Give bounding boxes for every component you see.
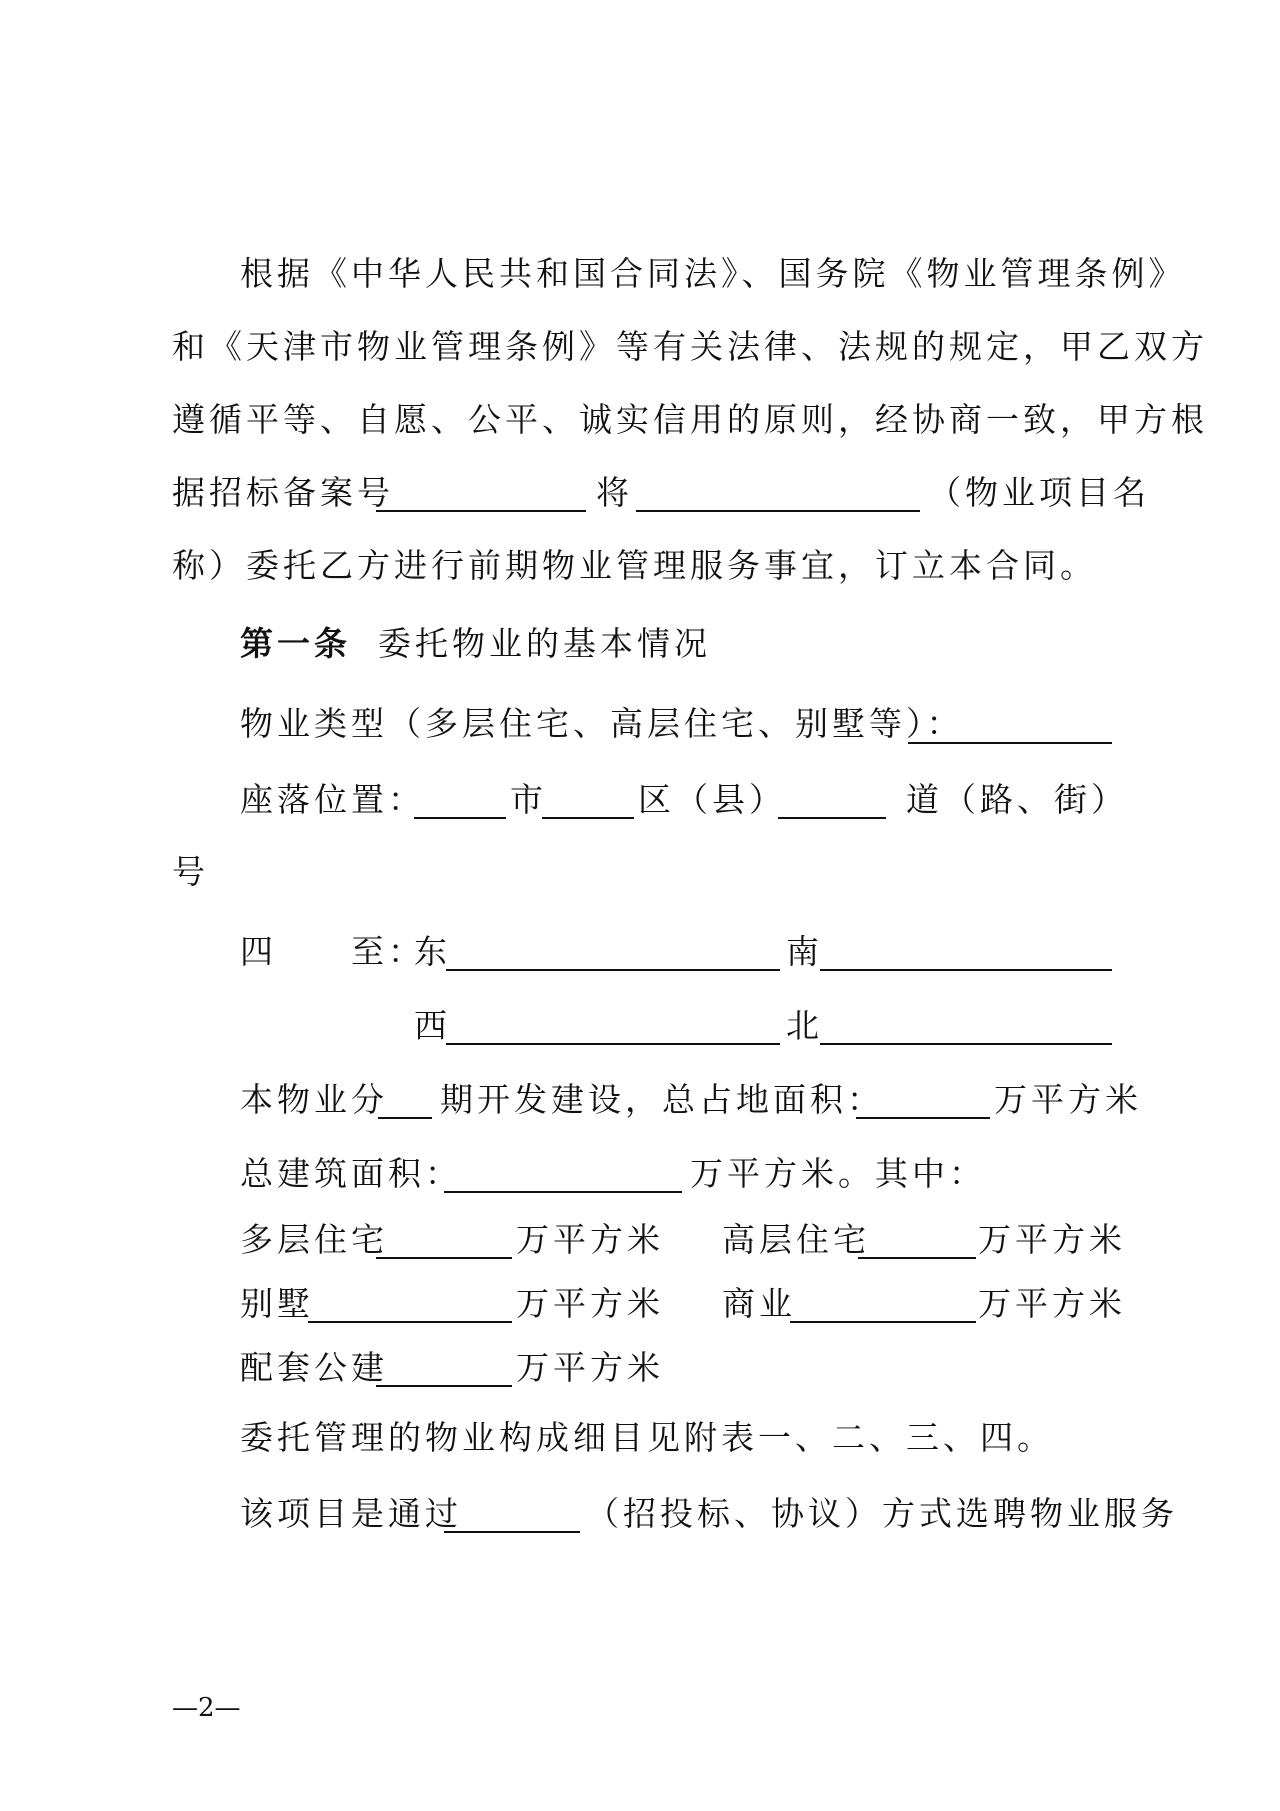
property-type-label: 物业类型（多层住宅、高层住宅、别墅等）： (240, 704, 964, 743)
paragraph-line: 遵循平等、自愿、公平、诚实信用的原则，经协商一致，甲方根 (172, 400, 1208, 439)
paragraph-line: 称）委托乙方进行前期物业管理服务事宜，订立本合同。 (172, 546, 1097, 585)
high-rise-label: 高层住宅 (722, 1220, 870, 1259)
land-area-label: 期开发建设，总占地面积： (440, 1080, 884, 1119)
page-number: —2— (172, 1693, 241, 1723)
district-label: 区（县） (638, 780, 786, 819)
paragraph-line: 委托管理的物业构成细目见附表一、二、三、四。 (240, 1418, 1054, 1457)
number-suffix-label: 号 (172, 852, 209, 891)
paragraph-line: 据招标备案号 (172, 473, 394, 512)
south-label: 南 (786, 932, 823, 971)
commerce-label: 商业 (722, 1284, 796, 1323)
unit-label: 万平方米 (516, 1220, 664, 1259)
villa-label: 别墅 (240, 1284, 314, 1323)
north-label: 北 (786, 1006, 823, 1045)
fill-blank-selection-method[interactable] (444, 1531, 580, 1533)
fill-blank-phase-count[interactable] (378, 1117, 432, 1119)
selection-method-label: 该项目是通过 (240, 1494, 462, 1533)
unit-label: 万平方米 (978, 1284, 1126, 1323)
fill-blank-villa[interactable] (308, 1321, 512, 1323)
unit-label: 万平方米 (978, 1220, 1126, 1259)
public-facilities-label: 配套公建 (240, 1348, 388, 1387)
paragraph-text: 将 (596, 473, 633, 512)
fill-blank-property-type[interactable] (908, 742, 1112, 744)
fill-blank-total-area[interactable] (444, 1191, 682, 1193)
multi-storey-label: 多层住宅 (240, 1220, 388, 1259)
unit-note-label: 万平方米。其中： (690, 1154, 986, 1193)
paragraph-line: 和《天津市物业管理条例》等有关法律、法规的规定，甲乙双方 (172, 327, 1208, 366)
paragraph-line: 根据《中华人民共和国合同法》、国务院《物业管理条例》 (240, 254, 1186, 293)
fill-blank-city[interactable] (414, 817, 506, 819)
fill-blank-high-rise[interactable] (858, 1257, 976, 1259)
road-label: 道（路、街） (906, 780, 1128, 819)
fill-blank-east[interactable] (446, 969, 780, 971)
article-title: 委托物业的基本情况 (378, 624, 711, 663)
fill-blank-project-name[interactable] (636, 510, 920, 512)
boundaries-label: 四 至： (240, 932, 425, 971)
unit-label: 万平方米 (516, 1284, 664, 1323)
location-label: 座落位置： (240, 780, 425, 819)
total-area-label: 总建筑面积： (240, 1154, 462, 1193)
city-label: 市 (510, 780, 547, 819)
article-number: 第一条 (240, 624, 351, 663)
fill-blank-multi-storey[interactable] (376, 1257, 512, 1259)
fill-blank-district[interactable] (542, 817, 634, 819)
unit-label: 万平方米 (516, 1348, 664, 1387)
paragraph-text: （物业项目名 (928, 473, 1150, 512)
fill-blank-commerce[interactable] (790, 1321, 976, 1323)
fill-blank-public-facilities[interactable] (376, 1385, 512, 1387)
east-label: 东 (414, 932, 451, 971)
unit-label: 万平方米 (994, 1080, 1142, 1119)
fill-blank-north[interactable] (820, 1043, 1112, 1045)
fill-blank-land-area[interactable] (856, 1117, 990, 1119)
west-label: 西 (414, 1006, 451, 1045)
selection-method-text: （招投标、协议）方式选聘物业服务 (586, 1494, 1178, 1533)
fill-blank-road[interactable] (778, 817, 886, 819)
fill-blank-west[interactable] (446, 1043, 780, 1045)
fill-blank-south[interactable] (820, 969, 1112, 971)
phase-label: 本物业分 (240, 1080, 388, 1119)
fill-blank-filing-number[interactable] (376, 510, 586, 512)
